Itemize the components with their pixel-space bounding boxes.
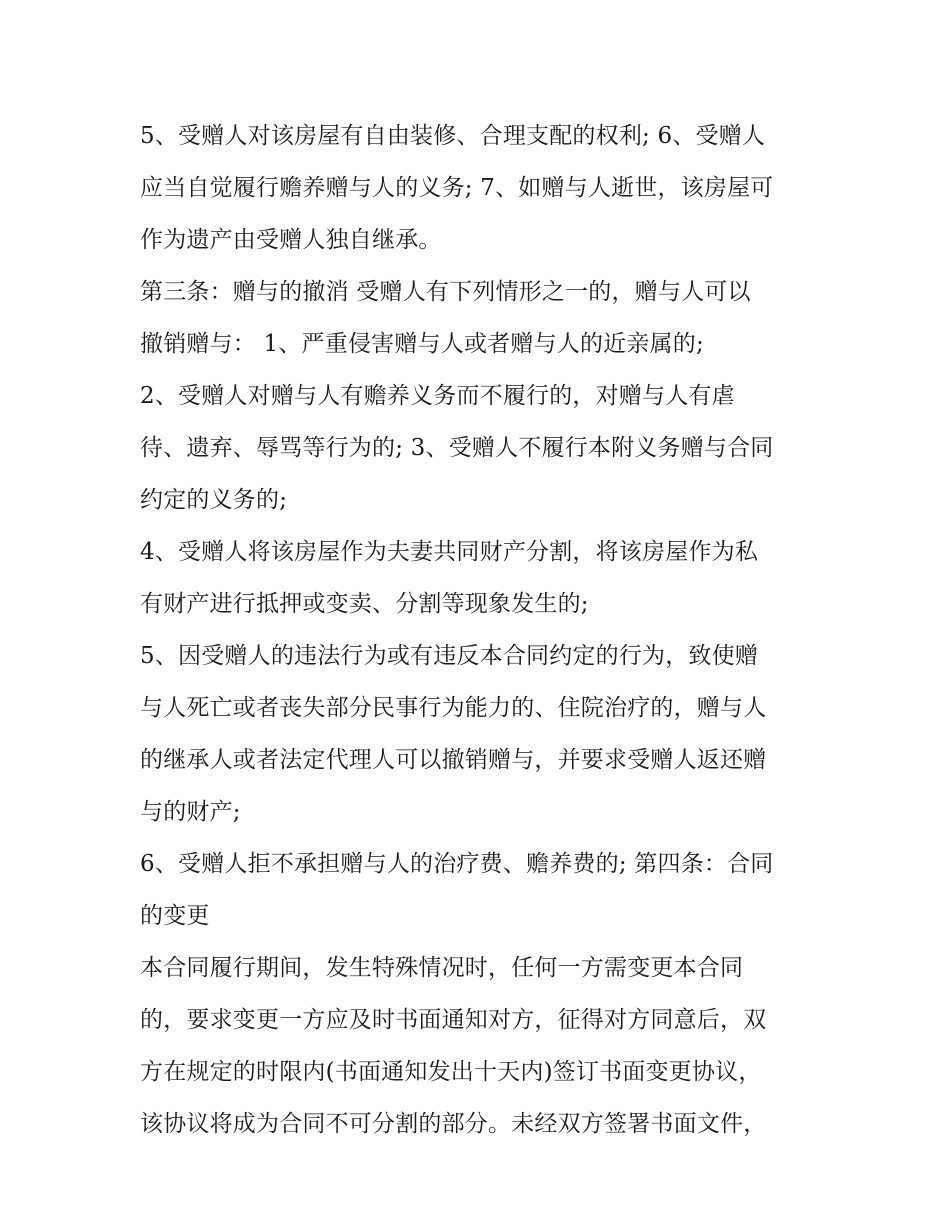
text-line: 撤销赠与： 1、严重侵害赠与人或者赠与人的近亲属的; xyxy=(140,331,704,357)
text-line: 作为遗产由受赠人独自继承。 xyxy=(140,227,442,253)
text-line: 本合同履行期间，发生特殊情况时，任何一方需变更本合同 xyxy=(140,955,744,981)
text-line: 5、受赠人对该房屋有自由装修、合理支配的权利; 6、受赠人 xyxy=(140,123,766,149)
text-line: 4、受赠人将该房屋作为夫妻共同财产分割，将该房屋作为私 xyxy=(140,539,759,565)
text-line: 2、受赠人对赠与人有赡养义务而不履行的，对赠与人有虐 xyxy=(140,383,735,409)
text-line: 的，要求变更一方应及时书面通知对方，征得对方同意后，双 xyxy=(140,1007,767,1033)
text-line: 第三条：赠与的撤消 受赠人有下列情形之一的，赠与人可以 xyxy=(140,279,751,305)
text-line: 5、因受赠人的违法行为或有违反本合同约定的行为，致使赠 xyxy=(140,643,759,669)
text-line: 方在规定的时限内(书面通知发出十天内)签订书面变更协议， xyxy=(140,1059,762,1085)
text-line: 有财产进行抵押或变卖、分割等现象发生的; xyxy=(140,591,589,617)
text-line: 与的财产; xyxy=(140,799,241,825)
text-line: 的继承人或者法定代理人可以撤销赠与，并要求受赠人返还赠 xyxy=(140,747,767,773)
text-line: 的变更 xyxy=(140,903,210,929)
text-line: 约定的义务的; xyxy=(140,487,288,513)
document-body xyxy=(140,110,820,1150)
text-line: 6、受赠人拒不承担赠与人的治疗费、赡养费的; 第四条：合同 xyxy=(140,851,774,877)
text-line: 待、遗弃、辱骂等行为的; 3、受赠人不履行本附义务赠与合同 xyxy=(140,435,774,461)
text-line: 该协议将成为合同不可分割的部分。未经双方签署书面文件， xyxy=(140,1111,767,1137)
text-line: 应当自觉履行赡养赠与人的义务; 7、如赠与人逝世，该房屋可 xyxy=(140,175,774,201)
text-line: 与人死亡或者丧失部分民事行为能力的、住院治疗的，赠与人 xyxy=(140,695,767,721)
